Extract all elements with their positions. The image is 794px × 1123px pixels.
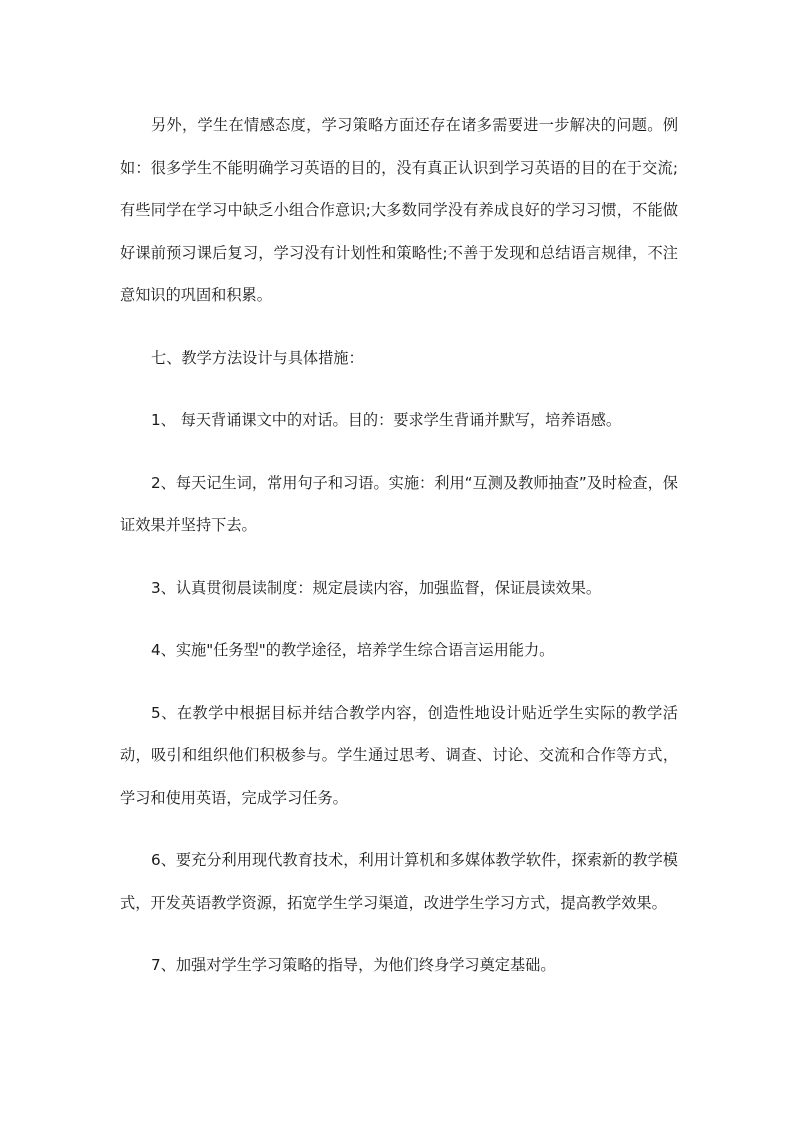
measure-item-6: 6、要充分利用现代教育技术，利用计算机和多媒体教学软件，探索新的教学模式，开发英语教学资源，拓宽学生学习渠道，改进学生学习方式，提高教学效果。 bbox=[120, 851, 678, 912]
measure-item-7: 7、加强对学生学习策略的指导，为他们终身学习奠定基础。 bbox=[151, 956, 556, 974]
paragraph-spacer bbox=[120, 924, 678, 944]
measure-item-3: 3、认真贯彻晨读制度：规定晨读内容，加强监督，保证晨读效果。 bbox=[151, 578, 602, 597]
document-body bbox=[120, 104, 678, 987]
paragraph-spacer bbox=[120, 609, 678, 629]
paragraph-spacer bbox=[120, 547, 678, 567]
paragraph-spacer bbox=[120, 317, 678, 337]
paragraph-spacer bbox=[120, 379, 678, 399]
section-heading-methods: 七、教学方法设计与具体措施： bbox=[151, 348, 364, 367]
measure-item-4: 4、实施"任务型"的教学途径，培养学生综合语言运用能力。 bbox=[151, 641, 555, 659]
paragraph-spacer bbox=[120, 442, 678, 462]
paragraph-spacer bbox=[120, 672, 678, 692]
measure-item-2: 2、每天记生词，常用句子和习语。实施：利用“互测及教师抽查”及时检查，保证效果并坚持下去。 bbox=[120, 473, 678, 534]
measure-item-5: 5、在教学中根据目标并结合教学内容，创造性地设计贴近学生实际的教学活动，吸引和组织他们积极参与。学生通过思考、调查、讨论、交流和合作等方式，学习和使用英语，完成学习任务。 bbox=[120, 703, 678, 807]
measure-item-1: 1、 每天背诵课文中的对话。目的：要求学生背诵并默写，培养语感。 bbox=[151, 411, 622, 429]
paragraph-spacer bbox=[120, 819, 678, 839]
paragraph-learning-problems: 另外，学生在情感态度，学习策略方面还存在诸多需要进一步解决的问题。例如：很多学生不能明确学习英语的目的，没有真正认识到学习英语的目的在于交流;有些同学在学习中缺乏小组合作意识;大多数同学没有养成良好的学习习惯，不能做好课前预习课后复习，学习没有计划性和策略性;不善于发现和总结语言规律，不注意知识的巩固和积累。 bbox=[120, 116, 678, 304]
